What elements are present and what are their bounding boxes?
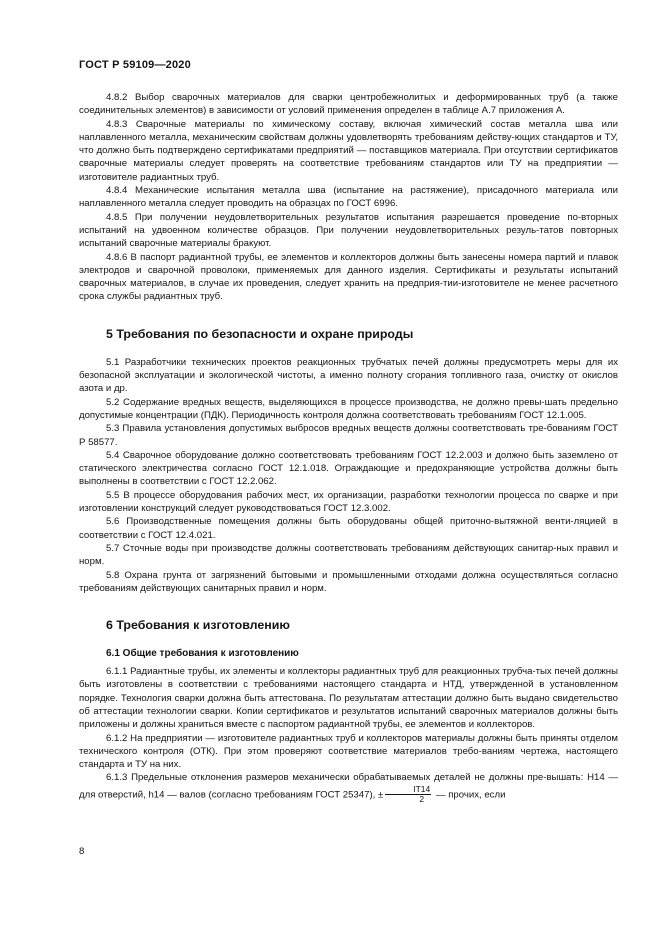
paragraph-5-4: 5.4 Сварочное оборудование должно соответствовать требованиям ГОСТ 12.2.003 и должно быть заземлено от статического электричества согласно ГОСТ 12.1.018. Ограждающие и предохраняющие устройства должны быть выполнены в соответствии с ГОСТ 12.2.062. (79, 449, 618, 488)
paragraph-4-8-6: 4.8.6 В паспорт радиантной трубы, ее элементов и коллекторов должны быть занесены номера партий и плавок электродов и сварочной проволоки, применяемых для данного изделия. Сертификаты и результаты испытаний сварочных материалов, в случае их проведения, следует хранить на предприя-тии-изготовителе не менее расчетного срока службы радиантных труб. (79, 251, 618, 303)
subsection-6-1-title: 6.1 Общие требования к изготовлению (106, 648, 299, 660)
paragraph-4-8-3: 4.8.3 Сварочные материалы по химическому составу, включая химический состав металла шва или наплавленного металла, механическим свойствам должны удовлетворять требованиям действу-ющих стандартов и ТУ, что должно быть подтверждено сертификатами предприятий — поставщиков материала. При отсутствии сертификатов сварочные материалы следует проверять на соответствие требованиям стандартов или ТУ на предприятии — изготовителе радиантных труб. (79, 118, 618, 183)
paragraph-5-6: 5.6 Производственные помещения должны быть оборудованы общей приточно-вытяжной венти-ляцией в соответствии с ГОСТ 12.4.021. (79, 516, 618, 541)
paragraph-5-2: 5.2 Содержание вредных веществ, выделяющихся в процессе производства, не должно превы-шать предельно допустимые концентрации (ПДК). Периодичность контроля должна соответствовать требованиям ГОСТ 12.1.005. (79, 396, 618, 421)
paragraph-4-8-5: 4.8.5 При получении неудовлетворительных результатов испытания разрешается проведение по-вторных испытаний на удвоенном количестве образцов. При получении неудовлетворительных резуль-татов повторных испытаний сварочные материалы бракуют. (79, 211, 618, 250)
section-5-title: 5 Требования по безопасности и охране природы (106, 326, 414, 341)
section-6-title: 6 Требования к изготовлению (106, 618, 290, 633)
paragraph-6-1-2: 6.1.2 На предприятии — изготовителе радиантных труб и коллекторов материалы должны быть приняты отделом технического контроля (ОТК). При этом проверяют соответствие материалов требо-ваниям чертежа, настоящего стандарта и ТУ на них. (79, 732, 618, 771)
standard-header: ГОСТ Р 59109—2020 (79, 59, 191, 71)
fraction-it14-over-2 (385, 785, 431, 805)
paragraph-4-8-4: 4.8.4 Механические испытания металла шва (испытание на растяжение), присадочного материала или наплавленного металла следует проводить на образцах по ГОСТ 6996. (79, 185, 618, 210)
fraction-numerator: IT14 (385, 785, 431, 796)
paragraph-5-8: 5.8 Охрана грунта от загрязнений бытовыми и промышленными отходами должна осуществляться согласно требованиям действующих санитарных правил и норм. (79, 569, 618, 594)
paragraph-6-1-3-tail: — прочих, если (435, 789, 506, 801)
document-body (79, 91, 618, 805)
paragraph-5-3: 5.3 Правила установления допустимых выбросов вредных веществ должны соответствовать тре-бованиям ГОСТ Р 58577. (79, 423, 618, 448)
paragraph-6-1-1: 6.1.1 Радиантные трубы, их элементы и коллекторы радиантных труб для реакционных трубча-тых печей должны быть изготовлены в соответствии с требованиями настоящего стандарта и НТД, утвержденной в установленном порядке. Технология сварки должна быть аттестована. По результатам аттестации должно быть выдано свидетельство об аттестации технологии сварки. Копии сертификатов и результатов испытаний сварочных материалов должны быть приложены и должны храниться вместе с паспортом радиантной трубы, ее элементов и коллекторов. (79, 666, 618, 731)
paragraph-6-1-3-text: 6.1.3 Предельные отклонения размеров механически обрабатываемых деталей не должны пре-вышать: H14 — для отверстий, h14 — валов (согласно требованиям ГОСТ 25347), ± (79, 772, 618, 801)
paragraph-4-8-2: 4.8.2 Выбор сварочных материалов для сварки центробежнолитых и деформированных труб (а также соединительных элементов) в зависимости от условий применения определен в таблице А.7 приложения А. (79, 92, 618, 117)
paragraph-5-1: 5.1 Разработчики технических проектов реакционных трубчатых печей должны предусмотреть меры для их безопасной эксплуатации и экологической чистоты, а именно полноту сгорания топливного газа, очистку от окислов азота и др. (79, 356, 618, 395)
paragraph-5-5: 5.5 В процессе оборудования рабочих мест, их организации, разработки технологии процесса по сварке и при изготовлении конструкций следует руководствоваться ГОСТ 12.3.002. (79, 489, 618, 515)
page-number: 8 (79, 846, 85, 857)
paragraph-6-1-3 (79, 771, 618, 804)
fraction-denominator: 2 (419, 794, 425, 805)
paragraph-5-7: 5.7 Сточные воды при производстве должны соответствовать требованиям действующих санитар-ных правил и норм. (79, 542, 618, 568)
